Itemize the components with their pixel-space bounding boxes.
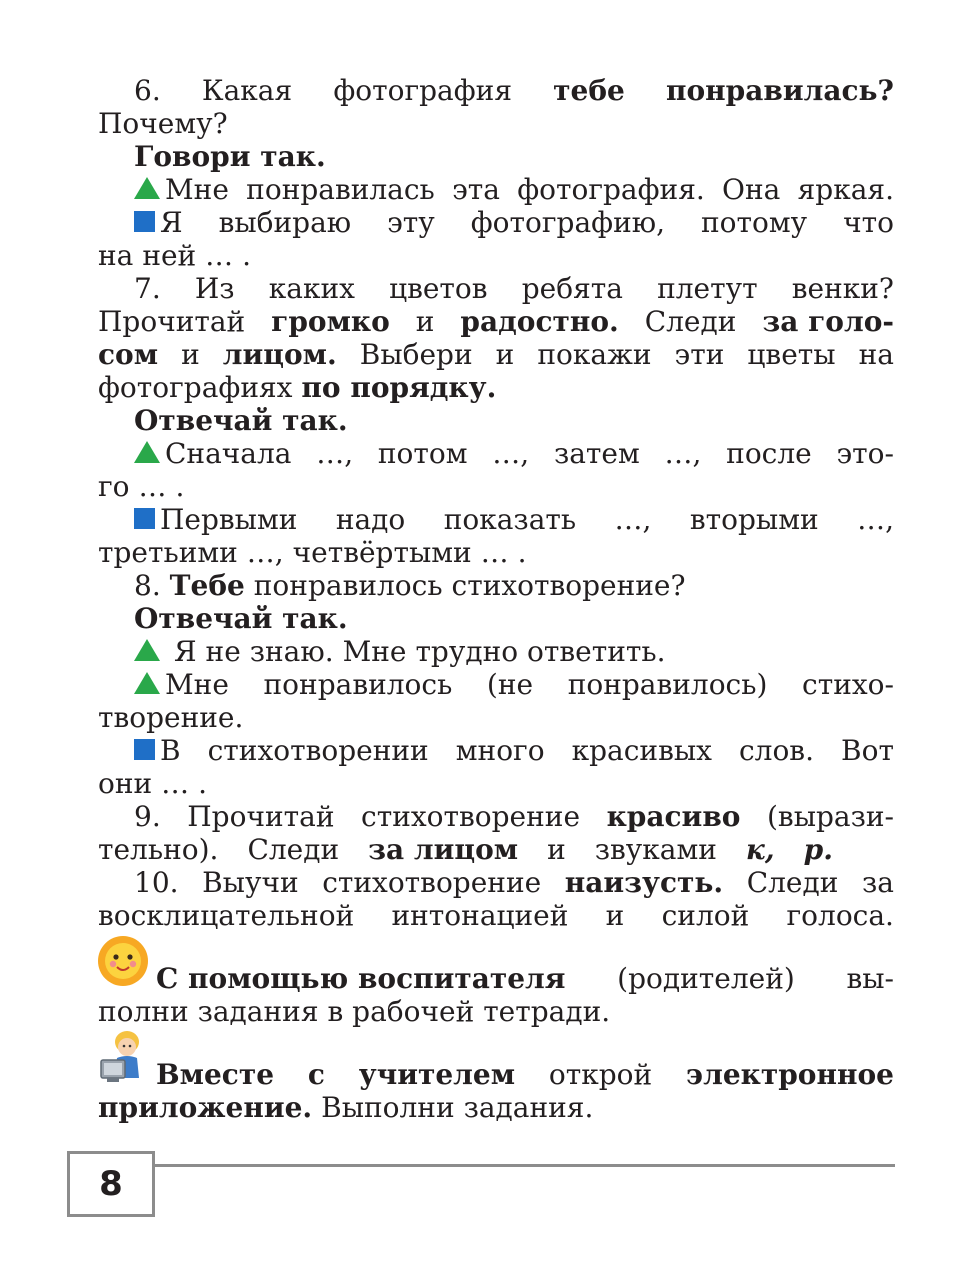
q7-line-2: Прочитай громко и радостно. Следи за голо- <box>98 305 894 338</box>
footer-rule <box>155 1164 895 1167</box>
q6-answer-2-cont: на ней … . <box>98 239 252 272</box>
green-triangle-icon <box>134 441 160 463</box>
q6-line-1: 6. Какая фотография тебе понравилась? <box>134 74 894 107</box>
answer-label: Отвечай так. <box>134 602 348 635</box>
q9-line-1: 9. Прочитай стихотворение красиво (вырази- <box>134 800 894 833</box>
answer-label: Отвечай так. <box>134 404 348 437</box>
task-teacher-line-1: Вместе с учителем открой электронное <box>156 1058 894 1091</box>
q8-answer-2-cont: творение. <box>98 701 244 734</box>
q7-number: 7. <box>134 272 161 305</box>
blue-square-icon <box>134 508 155 529</box>
task-caregiver-line-2: полни задания в рабочей тетради. <box>98 995 611 1028</box>
q8-number: 8. <box>134 569 161 602</box>
q7-line-1: 7. Из каких цветов ребята плетут венки? <box>134 272 894 305</box>
task-teacher-line-2: приложение. Выполни задания. <box>98 1091 594 1124</box>
q7-line-3: сом и лицом. Выбери и покажи эти цветы на <box>98 338 894 371</box>
task-caregiver-line-1: С помощью воспитателя (родителей) вы- <box>156 962 894 995</box>
q7-answer-1-cont: го … . <box>98 470 185 503</box>
q7-answer-1: Сначала …, потом …, затем …, после это- <box>98 437 894 470</box>
q8-line-1: 8. Тебе понравилось стихотворение? <box>134 569 686 602</box>
green-triangle-icon <box>134 639 160 661</box>
q8-answer-1: Я не знаю. Мне трудно ответить. <box>98 635 894 668</box>
page-content <box>98 74 894 1124</box>
blue-square-icon <box>134 739 155 760</box>
task-teacher <box>98 1058 894 1124</box>
boy-computer-icon <box>97 1028 153 1086</box>
q7-line-4: фотографиях по порядку. <box>98 371 497 404</box>
q9-line-2: тельно). Следи за лицом и звуками к, р. <box>98 833 833 866</box>
q10-line-2: восклицательной интонацией и силой голоса. <box>98 899 894 932</box>
q8-answer-3: В стихотворении много красивых слов. Вот <box>98 734 894 767</box>
q7-answer-2: Первыми надо показать …, вторыми …, <box>98 503 894 536</box>
green-triangle-icon <box>134 177 160 199</box>
q6-answer-1: Мне понравилась эта фотография. Она яркая. <box>98 173 894 206</box>
q6-number: 6. <box>134 74 161 107</box>
q8-answer-3-cont: они … . <box>98 767 207 800</box>
q8-answer-2: Мне понравилось (не понравилось) стихо- <box>98 668 894 701</box>
say-label: Говори так. <box>134 140 326 173</box>
q7-answer-2-cont: третьими …, четвёртыми … . <box>98 536 527 569</box>
q10-line-1: 10. Выучи стихотворение наизусть. Следи за <box>134 866 894 899</box>
q9-number: 9. <box>134 800 161 833</box>
green-triangle-icon <box>134 672 160 694</box>
blue-square-icon <box>134 211 155 232</box>
sun-icon <box>96 934 150 988</box>
q6-line-2: Почему? <box>98 107 228 140</box>
task-caregiver <box>98 962 894 1028</box>
page-number: 8 <box>67 1151 155 1217</box>
q10-number: 10. <box>134 866 179 899</box>
q6-answer-2: Я выбираю эту фотографию, потому что <box>98 206 894 239</box>
